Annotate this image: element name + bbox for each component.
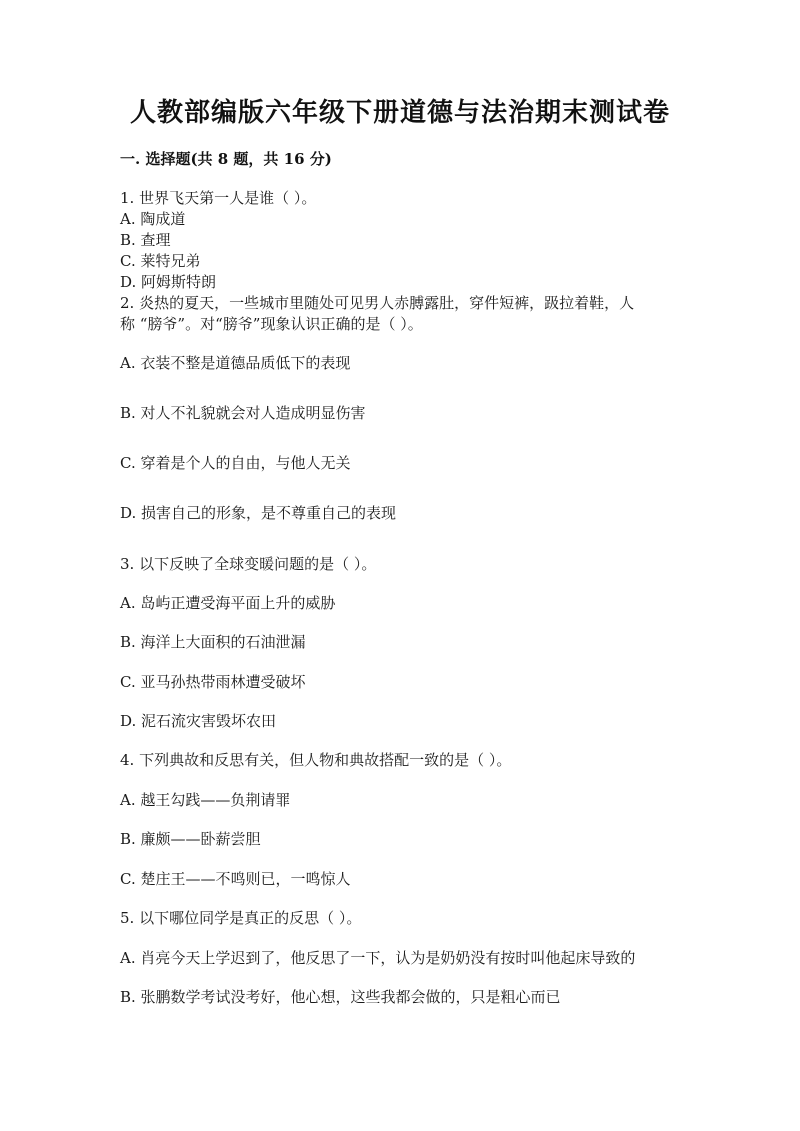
question-3-stem: 3. 以下反映了全球变暖问题的是（ ）。 <box>120 555 377 573</box>
section-heading: 一. 选择题(共 8 题，共 16 分) <box>120 150 332 168</box>
question-5-option-b: B. 张鹏数学考试没考好，他心想，这些我都会做的，只是粗心而已 <box>120 988 561 1006</box>
question-2-option-d: D. 损害自己的形象，是不尊重自己的表现 <box>120 504 397 522</box>
question-4-option-b: B. 廉颇——卧薪尝胆 <box>120 830 261 848</box>
question-1-option-a: A. 陶成道 <box>120 210 186 228</box>
question-3-option-a: A. 岛屿正遭受海平面上升的威胁 <box>120 594 336 612</box>
question-1-stem: 1. 世界飞天第一人是谁（ ）。 <box>120 189 317 207</box>
question-1-option-b: B. 查理 <box>120 231 171 249</box>
question-5-option-a: A. 肖亮今天上学迟到了，他反思了一下，认为是奶奶没有按时叫他起床导致的 <box>120 949 636 967</box>
exam-title: 人教部编版六年级下册道德与法治期末测试卷 <box>129 98 670 128</box>
question-2-option-b: B. 对人不礼貌就会对人造成明显伤害 <box>120 404 366 422</box>
question-3-option-c: C. 亚马孙热带雨林遭受破坏 <box>120 673 306 691</box>
question-4-option-a: A. 越王勾践——负荆请罪 <box>120 791 291 809</box>
question-5-stem: 5. 以下哪位同学是真正的反思（ ）。 <box>120 909 362 927</box>
question-2-option-a: A. 衣装不整是道德品质低下的表现 <box>120 354 351 372</box>
question-1-option-d: D. 阿姆斯特朗 <box>120 273 217 291</box>
question-2-stem-line1: 2. 炎热的夏天，一些城市里随处可见男人赤膊露肚，穿件短裤，趿拉着鞋，人 <box>120 294 635 312</box>
question-4-option-c: C. 楚庄王——不鸣则已，一鸣惊人 <box>120 870 351 888</box>
question-2-option-c: C. 穿着是个人的自由，与他人无关 <box>120 454 351 472</box>
question-3-option-d: D. 泥石流灾害毁坏农田 <box>120 712 277 730</box>
question-2-stem-line2: 称 “膀爷”。对“膀爷”现象认识正确的是（ ）。 <box>120 315 423 333</box>
question-4-stem: 4. 下列典故和反思有关，但人物和典故搭配一致的是（ ）。 <box>120 751 512 769</box>
question-1-option-c: C. 莱特兄弟 <box>120 252 201 270</box>
question-3-option-b: B. 海洋上大面积的石油泄漏 <box>120 633 306 651</box>
